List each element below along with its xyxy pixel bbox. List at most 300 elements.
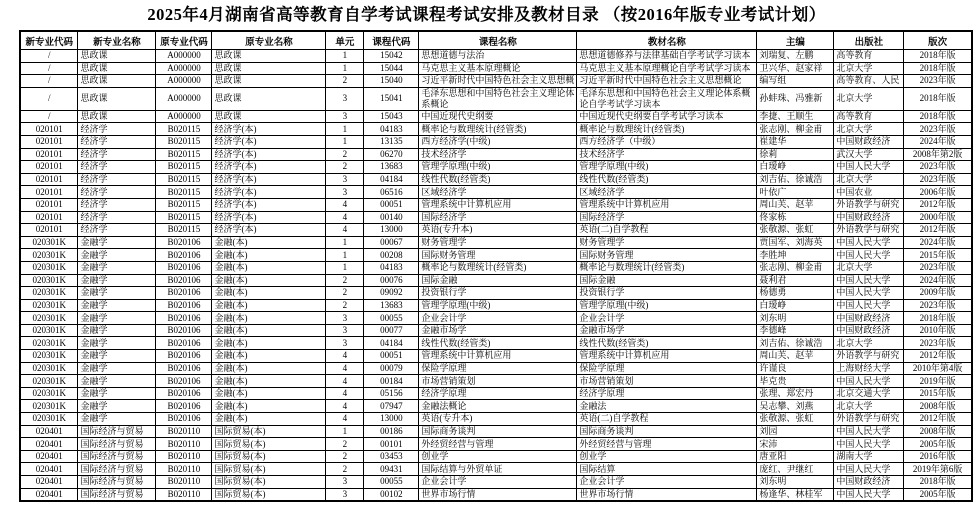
cell-chief-editor: 聂利君: [757, 274, 834, 287]
cell-old-major-code: A000000: [156, 110, 212, 123]
table-row: [20, 261, 972, 274]
cell-course-code: 15044: [364, 62, 419, 75]
cell-textbook-name: 国际金融: [577, 274, 757, 287]
cell-course-name: 投资银行学: [419, 287, 577, 300]
cell-course-code: 00140: [364, 211, 419, 224]
table-row: [20, 362, 972, 375]
column-header-new-major-code: 新专业代码: [20, 31, 78, 50]
column-header-old-major-code: 原专业代码: [156, 31, 212, 50]
cell-unit: 3: [326, 87, 364, 110]
cell-edition: 2008年版: [904, 425, 972, 438]
cell-new-major-name: 思政课: [78, 110, 156, 123]
cell-old-major-code: B020106: [156, 249, 212, 262]
cell-new-major-name: 国际经济与贸易: [78, 488, 156, 501]
cell-course-code: 13000: [364, 224, 419, 237]
cell-unit: 4: [326, 198, 364, 211]
cell-course-code: 13683: [364, 161, 419, 174]
cell-old-major-code: B020106: [156, 337, 212, 350]
cell-course-name: 概率论与数理统计(经管类): [419, 123, 577, 136]
table-row: [20, 123, 972, 136]
cell-course-code: 00055: [364, 476, 419, 489]
cell-unit: 2: [326, 299, 364, 312]
cell-unit: 3: [326, 324, 364, 337]
cell-new-major-code: 020101: [20, 186, 78, 199]
cell-course-name: 金融市场学: [419, 324, 577, 337]
cell-edition: 2010年第4版: [904, 362, 972, 375]
cell-old-major-code: B020106: [156, 387, 212, 400]
table-row: [20, 224, 972, 237]
cell-new-major-code: 020401: [20, 450, 78, 463]
cell-old-major-code: B020115: [156, 123, 212, 136]
cell-new-major-name: 金融学: [78, 261, 156, 274]
cell-course-code: 00076: [364, 274, 419, 287]
cell-textbook-name: 外经贸经营与管理: [577, 438, 757, 451]
cell-old-major-name: 金融(本): [212, 236, 326, 249]
cell-edition: 2015年版: [904, 387, 972, 400]
cell-old-major-code: B020106: [156, 274, 212, 287]
cell-new-major-name: 经济学: [78, 123, 156, 136]
cell-edition: 2010年版: [904, 324, 972, 337]
table-row: [20, 299, 972, 312]
cell-new-major-code: 020301K: [20, 249, 78, 262]
column-header-course-code: 课程代码: [364, 31, 419, 50]
cell-course-name: 国际金融: [419, 274, 577, 287]
cell-old-major-name: 金融(本): [212, 387, 326, 400]
cell-new-major-name: 金融学: [78, 287, 156, 300]
cell-course-name: 技术经济学: [419, 148, 577, 161]
cell-old-major-name: 金融(本): [212, 274, 326, 287]
cell-publisher: 中国人民大学: [834, 299, 904, 312]
cell-unit: 4: [326, 400, 364, 413]
cell-textbook-name: 习近平新时代中国特色社会主义思想概论: [577, 75, 757, 88]
course-schedule-table: [19, 30, 973, 502]
cell-chief-editor: 徐莉: [757, 148, 834, 161]
table-row: [20, 438, 972, 451]
cell-course-code: 00051: [364, 350, 419, 363]
cell-textbook-name: 管理学原理(中级): [577, 161, 757, 174]
cell-edition: 2008年第2版: [904, 148, 972, 161]
cell-new-major-name: 金融学: [78, 337, 156, 350]
cell-unit: 4: [326, 224, 364, 237]
cell-new-major-code: 020301K: [20, 312, 78, 325]
cell-new-major-code: 020301K: [20, 287, 78, 300]
cell-chief-editor: 卫兴华、赵家祥: [757, 62, 834, 75]
cell-course-name: 金融法概论: [419, 400, 577, 413]
cell-new-major-name: 金融学: [78, 299, 156, 312]
table-row: [20, 425, 972, 438]
cell-new-major-code: 020101: [20, 148, 78, 161]
cell-course-code: 00051: [364, 198, 419, 211]
cell-edition: 2005年版: [904, 438, 972, 451]
cell-textbook-name: 国际财务管理: [577, 249, 757, 262]
cell-new-major-code: 020101: [20, 135, 78, 148]
cell-publisher: 高等教育、人民: [834, 75, 904, 88]
cell-textbook-name: 国际结算: [577, 463, 757, 476]
cell-publisher: 中国财政经济: [834, 211, 904, 224]
cell-new-major-code: /: [20, 87, 78, 110]
cell-new-major-code: 020301K: [20, 350, 78, 363]
cell-new-major-name: 金融学: [78, 274, 156, 287]
cell-course-name: 世界市场行情: [419, 488, 577, 501]
table-row: [20, 274, 972, 287]
cell-chief-editor: 刘瑞复、左鹏: [757, 50, 834, 63]
cell-edition: 2008年版: [904, 400, 972, 413]
cell-old-major-code: B020106: [156, 299, 212, 312]
cell-unit: 2: [326, 450, 364, 463]
cell-edition: 2023年版: [904, 161, 972, 174]
cell-textbook-name: 区域经济学: [577, 186, 757, 199]
cell-course-name: 外经贸经营与管理: [419, 438, 577, 451]
cell-unit: 1: [326, 62, 364, 75]
cell-new-major-code: 020401: [20, 438, 78, 451]
cell-chief-editor: 崔建华: [757, 135, 834, 148]
cell-old-major-name: 国际贸易(本): [212, 463, 326, 476]
cell-new-major-code: 020301K: [20, 261, 78, 274]
cell-old-major-code: B020110: [156, 463, 212, 476]
cell-course-name: 线性代数(经管类): [419, 337, 577, 350]
cell-edition: 2018年版: [904, 62, 972, 75]
cell-old-major-code: B020115: [156, 186, 212, 199]
cell-chief-editor: 张理、郑宏丹: [757, 387, 834, 400]
cell-old-major-name: 国际贸易(本): [212, 488, 326, 501]
cell-textbook-name: 金融法: [577, 400, 757, 413]
cell-chief-editor: 孙蚌珠、冯雅新: [757, 87, 834, 110]
cell-new-major-code: 020401: [20, 425, 78, 438]
cell-new-major-name: 经济学: [78, 186, 156, 199]
table-row: [20, 287, 972, 300]
cell-course-name: 企业会计学: [419, 312, 577, 325]
cell-new-major-code: 020301K: [20, 337, 78, 350]
cell-chief-editor: 杨德勇: [757, 287, 834, 300]
cell-old-major-name: 思政课: [212, 75, 326, 88]
cell-old-major-code: B020106: [156, 287, 212, 300]
cell-chief-editor: 周山芙、赵苹: [757, 198, 834, 211]
cell-unit: 1: [326, 261, 364, 274]
cell-old-major-code: B020115: [156, 148, 212, 161]
cell-course-name: 思想道德与法治: [419, 50, 577, 63]
cell-textbook-name: 金融市场学: [577, 324, 757, 337]
cell-old-major-code: B020110: [156, 488, 212, 501]
cell-new-major-name: 思政课: [78, 87, 156, 110]
cell-new-major-name: 经济学: [78, 148, 156, 161]
cell-chief-editor: 叶依广: [757, 186, 834, 199]
cell-course-code: 00186: [364, 425, 419, 438]
cell-textbook-name: 技术经济学: [577, 148, 757, 161]
cell-new-major-name: 思政课: [78, 62, 156, 75]
cell-course-code: 15043: [364, 110, 419, 123]
cell-edition: 2024年版: [904, 135, 972, 148]
cell-course-name: 国际结算与外贸单证: [419, 463, 577, 476]
cell-new-major-name: 经济学: [78, 211, 156, 224]
cell-textbook-name: 管理系统中计算机应用: [577, 198, 757, 211]
cell-chief-editor: 张志刚、柳金甫: [757, 261, 834, 274]
cell-chief-editor: 李德峰: [757, 324, 834, 337]
cell-new-major-code: /: [20, 50, 78, 63]
cell-new-major-code: 020101: [20, 123, 78, 136]
cell-chief-editor: 吴志攀、刘燕: [757, 400, 834, 413]
cell-chief-editor: 刘东明: [757, 312, 834, 325]
cell-edition: 2012年版: [904, 198, 972, 211]
cell-publisher: 中国财政经济: [834, 312, 904, 325]
cell-old-major-code: B020115: [156, 173, 212, 186]
cell-textbook-name: 概率论与数理统计(经管类): [577, 261, 757, 274]
cell-new-major-code: 020301K: [20, 400, 78, 413]
cell-old-major-name: 国际贸易(本): [212, 476, 326, 489]
cell-new-major-name: 金融学: [78, 362, 156, 375]
cell-new-major-name: 金融学: [78, 324, 156, 337]
cell-chief-editor: 李胜坤: [757, 249, 834, 262]
cell-new-major-code: 020401: [20, 463, 78, 476]
cell-chief-editor: 周山芙、赵苹: [757, 350, 834, 363]
cell-old-major-name: 经济学(本): [212, 123, 326, 136]
cell-old-major-name: 金融(本): [212, 261, 326, 274]
column-header-new-major-name: 新专业名称: [78, 31, 156, 50]
cell-textbook-name: 思想道德修养与法律基础自学考试学习读本: [577, 50, 757, 63]
cell-edition: 2009年版: [904, 287, 972, 300]
cell-textbook-name: 市场营销策划: [577, 375, 757, 388]
cell-course-code: 04184: [364, 337, 419, 350]
cell-chief-editor: 刘吉佑、徐诚浩: [757, 173, 834, 186]
cell-old-major-code: B020106: [156, 324, 212, 337]
cell-unit: 2: [326, 161, 364, 174]
cell-old-major-name: 思政课: [212, 50, 326, 63]
cell-course-name: 马克思主义基本原理概论: [419, 62, 577, 75]
table-row: [20, 50, 972, 63]
cell-new-major-code: 020301K: [20, 375, 78, 388]
cell-new-major-name: 金融学: [78, 236, 156, 249]
page-title: 2025年4月湖南省高等教育自学考试课程考试安排及教材目录 （按2016年版专业考试计划）: [147, 5, 826, 24]
cell-publisher: 中国人民大学: [834, 438, 904, 451]
cell-old-major-code: B020110: [156, 438, 212, 451]
cell-unit: 2: [326, 438, 364, 451]
column-header-chief-editor: 主编: [757, 31, 834, 50]
cell-publisher: 北京大学: [834, 87, 904, 110]
cell-course-name: 企业会计学: [419, 476, 577, 489]
cell-course-name: 国际财务管理: [419, 249, 577, 262]
cell-old-major-name: 经济学(本): [212, 161, 326, 174]
cell-chief-editor: 杨逢华、林桂军: [757, 488, 834, 501]
cell-course-name: 国际经济学: [419, 211, 577, 224]
cell-old-major-name: 经济学(本): [212, 198, 326, 211]
cell-old-major-code: B020106: [156, 400, 212, 413]
cell-new-major-code: /: [20, 75, 78, 88]
cell-old-major-name: 金融(本): [212, 312, 326, 325]
table-header: [20, 31, 972, 50]
cell-new-major-name: 国际经济与贸易: [78, 450, 156, 463]
cell-chief-editor: 佟家栋: [757, 211, 834, 224]
cell-edition: 2000年版: [904, 211, 972, 224]
cell-new-major-code: 020101: [20, 198, 78, 211]
cell-edition: 2023年版: [904, 75, 972, 88]
cell-chief-editor: 李捷、王顺生: [757, 110, 834, 123]
cell-unit: 1: [326, 425, 364, 438]
cell-publisher: 中国人民大学: [834, 287, 904, 300]
cell-old-major-code: B020106: [156, 236, 212, 249]
table-row: [20, 87, 972, 110]
table-row: [20, 312, 972, 325]
cell-course-code: 00079: [364, 362, 419, 375]
cell-chief-editor: 刘东明: [757, 476, 834, 489]
cell-unit: 1: [326, 249, 364, 262]
cell-edition: 2019年第6版: [904, 463, 972, 476]
cell-new-major-name: 国际经济与贸易: [78, 463, 156, 476]
cell-new-major-code: 020301K: [20, 362, 78, 375]
table-row: [20, 450, 972, 463]
cell-textbook-name: 创业学: [577, 450, 757, 463]
cell-new-major-name: 国际经济与贸易: [78, 438, 156, 451]
cell-edition: 2023年版: [904, 337, 972, 350]
cell-textbook-name: 经济学原理: [577, 387, 757, 400]
cell-old-major-code: A000000: [156, 75, 212, 88]
cell-unit: 3: [326, 110, 364, 123]
cell-old-major-name: 思政课: [212, 87, 326, 110]
cell-textbook-name: 企业会计学: [577, 312, 757, 325]
cell-unit: 4: [326, 350, 364, 363]
cell-new-major-name: 经济学: [78, 173, 156, 186]
cell-course-name: 线性代数(经管类): [419, 173, 577, 186]
cell-course-code: 15042: [364, 50, 419, 63]
cell-unit: 2: [326, 287, 364, 300]
cell-course-code: 00055: [364, 312, 419, 325]
table-row: [20, 110, 972, 123]
cell-course-code: 13135: [364, 135, 419, 148]
cell-course-code: 00184: [364, 375, 419, 388]
cell-chief-editor: 贾国军、刘海英: [757, 236, 834, 249]
cell-unit: 2: [326, 148, 364, 161]
column-header-textbook-name: 教材名称: [577, 31, 757, 50]
cell-new-major-code: 020301K: [20, 413, 78, 426]
table-row: [20, 350, 972, 363]
cell-chief-editor: 张敬源、张虹: [757, 224, 834, 237]
cell-old-major-name: 思政课: [212, 110, 326, 123]
cell-publisher: 中国财政经济: [834, 135, 904, 148]
table-row: [20, 400, 972, 413]
cell-course-name: 管理系统中计算机应用: [419, 350, 577, 363]
cell-old-major-name: 思政课: [212, 62, 326, 75]
cell-old-major-code: B020106: [156, 375, 212, 388]
cell-textbook-name: 英语(二)自学教程: [577, 224, 757, 237]
cell-course-name: 经济学原理: [419, 387, 577, 400]
cell-course-code: 15040: [364, 75, 419, 88]
cell-publisher: 北京大学: [834, 173, 904, 186]
cell-old-major-name: 金融(本): [212, 413, 326, 426]
cell-course-code: 06270: [364, 148, 419, 161]
cell-textbook-name: 毛泽东思想和中国特色社会主义理论体系概论自学考试学习读本: [577, 87, 757, 110]
cell-publisher: 北京大学: [834, 261, 904, 274]
header-row: [20, 31, 972, 50]
cell-textbook-name: 线性代数(经管类): [577, 337, 757, 350]
cell-edition: 2024年版: [904, 274, 972, 287]
cell-new-major-name: 金融学: [78, 375, 156, 388]
cell-old-major-name: 金融(本): [212, 400, 326, 413]
cell-old-major-code: A000000: [156, 62, 212, 75]
cell-old-major-code: B020115: [156, 135, 212, 148]
column-header-edition: 版次: [904, 31, 972, 50]
cell-textbook-name: 财务管理学: [577, 236, 757, 249]
table-row: [20, 75, 972, 88]
table-row: [20, 211, 972, 224]
cell-course-code: 09431: [364, 463, 419, 476]
cell-unit: 3: [326, 173, 364, 186]
cell-course-code: 00077: [364, 324, 419, 337]
cell-old-major-code: B020115: [156, 161, 212, 174]
cell-chief-editor: 张敬源、张虹: [757, 413, 834, 426]
cell-new-major-name: 金融学: [78, 400, 156, 413]
cell-chief-editor: 许谨良: [757, 362, 834, 375]
table-row: [20, 62, 972, 75]
cell-publisher: 中国财政经济: [834, 476, 904, 489]
cell-new-major-name: 金融学: [78, 387, 156, 400]
cell-new-major-code: 020101: [20, 224, 78, 237]
cell-course-code: 06516: [364, 186, 419, 199]
cell-publisher: 高等教育: [834, 50, 904, 63]
cell-course-name: 毛泽东思想和中国特色社会主义理论体系概论: [419, 87, 577, 110]
cell-course-name: 国际商务谈判: [419, 425, 577, 438]
table-row: [20, 413, 972, 426]
table-row: [20, 387, 972, 400]
cell-publisher: 中国财政经济: [834, 324, 904, 337]
cell-textbook-name: 概率论与数理统计(经管类): [577, 123, 757, 136]
cell-unit: 1: [326, 50, 364, 63]
cell-course-code: 05156: [364, 387, 419, 400]
cell-unit: 4: [326, 387, 364, 400]
column-header-course-name: 课程名称: [419, 31, 577, 50]
cell-unit: 2: [326, 463, 364, 476]
cell-new-major-name: 金融学: [78, 312, 156, 325]
cell-course-name: 习近平新时代中国特色社会主义思想概: [419, 75, 577, 88]
cell-edition: 2023年版: [904, 261, 972, 274]
cell-old-major-name: 经济学(本): [212, 186, 326, 199]
cell-publisher: 中国农业: [834, 186, 904, 199]
cell-old-major-name: 金融(本): [212, 287, 326, 300]
cell-old-major-name: 国际贸易(本): [212, 425, 326, 438]
cell-publisher: 外语教学与研究: [834, 198, 904, 211]
cell-course-code: 03453: [364, 450, 419, 463]
cell-unit: 1: [326, 135, 364, 148]
cell-unit: 4: [326, 413, 364, 426]
cell-unit: 4: [326, 375, 364, 388]
cell-old-major-code: B020106: [156, 413, 212, 426]
cell-publisher: 外语教学与研究: [834, 224, 904, 237]
cell-publisher: 北京交通大学: [834, 387, 904, 400]
cell-new-major-code: 020401: [20, 488, 78, 501]
cell-course-name: 管理学原理(中级): [419, 299, 577, 312]
table-row: [20, 161, 972, 174]
cell-unit: 4: [326, 362, 364, 375]
cell-publisher: 中国人民大学: [834, 425, 904, 438]
cell-publisher: 上海财经大学: [834, 362, 904, 375]
cell-course-name: 区域经济学: [419, 186, 577, 199]
cell-publisher: 北京大学: [834, 400, 904, 413]
cell-publisher: 中国人民大学: [834, 488, 904, 501]
cell-chief-editor: 白瑷峥: [757, 299, 834, 312]
cell-edition: 2023年版: [904, 123, 972, 136]
cell-textbook-name: 投资银行学: [577, 287, 757, 300]
cell-course-name: 创业学: [419, 450, 577, 463]
cell-course-code: 04184: [364, 173, 419, 186]
table-row: [20, 488, 972, 501]
cell-new-major-code: 020301K: [20, 299, 78, 312]
cell-chief-editor: 毕克贵: [757, 375, 834, 388]
cell-edition: 2023年版: [904, 173, 972, 186]
cell-textbook-name: 中国近现代史纲要自学考试学习读本: [577, 110, 757, 123]
cell-old-major-code: B020106: [156, 312, 212, 325]
cell-new-major-name: 经济学: [78, 198, 156, 211]
cell-unit: 4: [326, 211, 364, 224]
cell-unit: 1: [326, 236, 364, 249]
cell-new-major-name: 国际经济与贸易: [78, 425, 156, 438]
cell-edition: 2019年版: [904, 375, 972, 388]
